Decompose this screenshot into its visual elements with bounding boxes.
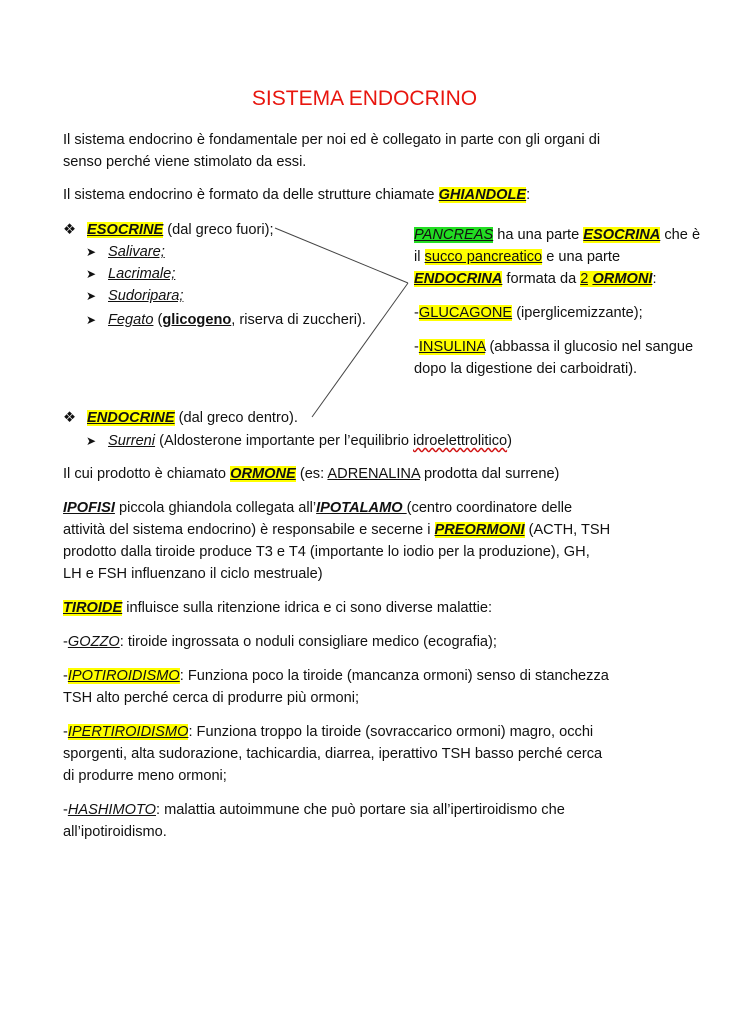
- hashimoto-desc: : malattia autoimmune che può portare sia all’ipertiroidismo che: [156, 802, 565, 818]
- ipotiroidismo-term: IPOTIROIDISMO: [67, 668, 180, 684]
- insulina-dash: -: [414, 339, 419, 355]
- fegato-rest: , riserva di zuccheri).: [231, 312, 366, 328]
- pancreas-l2b: e una parte: [542, 249, 621, 265]
- fegato-open: (: [153, 312, 163, 328]
- pancreas-term: PANCREAS: [414, 227, 494, 243]
- tiroide-line: [63, 598, 492, 618]
- diamond-bullet-icon: ❖: [63, 222, 77, 238]
- ipertiroidismo-desc: : Funziona troppo la tiroide (sovraccarico ormoni) magro, occhi: [188, 724, 594, 740]
- glucagone-dash: -: [414, 305, 419, 321]
- ormoni-term: ORMONI: [592, 271, 653, 287]
- ipofisi-line-1: [63, 498, 572, 518]
- prodotto-a: Il cui prodotto è chiamato: [63, 466, 231, 482]
- due-term: 2: [580, 271, 589, 287]
- gozzo-desc: : tiroide ingrossata o noduli consigliare medico (ecografia);: [119, 634, 497, 650]
- ipofisi-l2: attività del sistema endocrino) è responsabile e secerne i: [63, 522, 435, 538]
- ipertiroidismo-line-2: sporgenti, alta sudorazione, tachicardia, diarrea, iperattivo TSH basso perché cerca: [63, 746, 603, 762]
- lacrimale-label: Lacrimale;: [108, 266, 176, 282]
- prodotto-c: prodotta dal surrene): [419, 466, 560, 482]
- ipotalamo-term: IPOTALAMO: [316, 500, 407, 516]
- prodotto-b: (es:: [295, 466, 328, 482]
- glucagone-desc: (iperglicemizzante);: [512, 305, 643, 321]
- arrow-bullet-icon: ➤: [86, 434, 97, 448]
- glicogeno-term: glicogeno: [162, 312, 232, 328]
- adrenalina-term: ADRENALINA: [327, 466, 420, 482]
- pancreas-l1b: che è: [660, 227, 701, 243]
- ormone-term: ORMONE: [230, 466, 296, 482]
- ipotiroidismo-desc: : Funziona poco la tiroide (mancanza ormoni) senso di stanchezza: [179, 668, 609, 684]
- salivare-label: Salivare;: [108, 244, 165, 260]
- preormoni-term: PREORMONI: [434, 522, 525, 538]
- ipofisi-b: (centro coordinatore delle: [406, 500, 573, 516]
- gozzo-dash: -: [63, 634, 68, 650]
- surreni-label: Surreni: [108, 433, 156, 449]
- ipofisi-line-3: prodotto dalla tiroide produce T3 e T4 (importante lo iodio per la produzione), GH,: [63, 544, 590, 560]
- ghiandole-term: GHIANDOLE: [438, 187, 527, 203]
- ipertiroidismo-line-1: [63, 722, 593, 742]
- insulina-term: INSULINA: [418, 339, 486, 355]
- ipofisi-l2b: (ACTH, TSH: [524, 522, 611, 538]
- ipotiroidismo-dash: -: [63, 668, 68, 684]
- gozzo-term: GOZZO: [67, 634, 120, 650]
- esocrine-term: ESOCRINE: [87, 222, 164, 238]
- idroelettrolitico-term: idroelettrolitico: [413, 433, 508, 449]
- insulina-line-2: dopo la digestione dei carboidrati).: [414, 361, 638, 377]
- hashimoto-line-2: all’ipotiroidismo.: [63, 824, 167, 840]
- endocrine-term: ENDOCRINE: [87, 410, 175, 426]
- sudoripara-label: Sudoripara;: [108, 288, 184, 304]
- pancreas-l3b: :: [652, 271, 657, 287]
- insulina-desc: (abbassa il glucosio nel sangue: [485, 339, 694, 355]
- tiroide-term: TIROIDE: [63, 600, 123, 616]
- surreni-end: ): [507, 433, 512, 449]
- intro-line-1: Il sistema endocrino è fondamentale per noi ed è collegato in parte con gli organi di: [63, 132, 601, 148]
- formed-after: :: [526, 187, 531, 203]
- glucagone-term: GLUCAGONE: [418, 305, 513, 321]
- gozzo-line: [63, 632, 497, 652]
- prodotto-line: [63, 464, 559, 484]
- succo-term: succo pancreatico: [424, 249, 543, 265]
- hashimoto-line-1: [63, 800, 565, 820]
- intro-line-2: senso perché viene stimolato da essi.: [63, 154, 307, 170]
- ipofisi-a: piccola ghiandola collegata all’: [114, 500, 317, 516]
- arrow-bullet-icon: ➤: [86, 313, 97, 327]
- page-title: SISTEMA ENDOCRINO: [251, 87, 478, 110]
- connector-line-esocrine: [275, 228, 408, 283]
- esocrine-desc: (dal greco fuori);: [163, 222, 274, 238]
- ipofisi-line-2: [63, 520, 610, 540]
- pancreas-l3a: formata da: [502, 271, 581, 287]
- ipofisi-term: IPOFISI: [63, 500, 115, 516]
- connector-line-endocrine: [312, 283, 408, 417]
- pancreas-l1a: ha una parte: [493, 227, 584, 243]
- arrow-bullet-icon: ➤: [86, 289, 97, 303]
- ipertiroidismo-term: IPERTIROIDISMO: [67, 724, 189, 740]
- tiroide-desc: influisce sulla ritenzione idrica e ci sono diverse malattie:: [122, 600, 493, 616]
- endocrina-term: ENDOCRINA: [414, 271, 503, 287]
- ipotiroidismo-line-1: [63, 666, 609, 686]
- endocrine-desc: (dal greco dentro).: [174, 410, 298, 426]
- esocrina-term: ESOCRINA: [583, 227, 661, 243]
- list-item-surreni: [86, 431, 512, 451]
- arrow-bullet-icon: ➤: [86, 267, 97, 281]
- formed-text: Il sistema endocrino è formato da delle strutture chiamate: [63, 187, 439, 203]
- hashimoto-dash: -: [63, 802, 68, 818]
- ipotiroidismo-line-2: TSH alto perché cerca di produrre più ormoni;: [63, 690, 360, 706]
- pancreas-l2a: il: [414, 249, 425, 265]
- ipertiroidismo-dash: -: [63, 724, 68, 740]
- endocrine-heading: [63, 408, 298, 428]
- ipofisi-line-4: LH e FSH influenzano il ciclo mestruale): [63, 566, 323, 582]
- hashimoto-term: HASHIMOTO: [67, 802, 156, 818]
- ipertiroidismo-line-3: di produrre meno ormoni;: [63, 768, 227, 784]
- surreni-desc: (Aldosterone importante per l’equilibrio: [155, 433, 414, 449]
- arrow-bullet-icon: ➤: [86, 245, 97, 259]
- diamond-bullet-icon: ❖: [63, 410, 77, 426]
- fegato-label: Fegato: [108, 312, 154, 328]
